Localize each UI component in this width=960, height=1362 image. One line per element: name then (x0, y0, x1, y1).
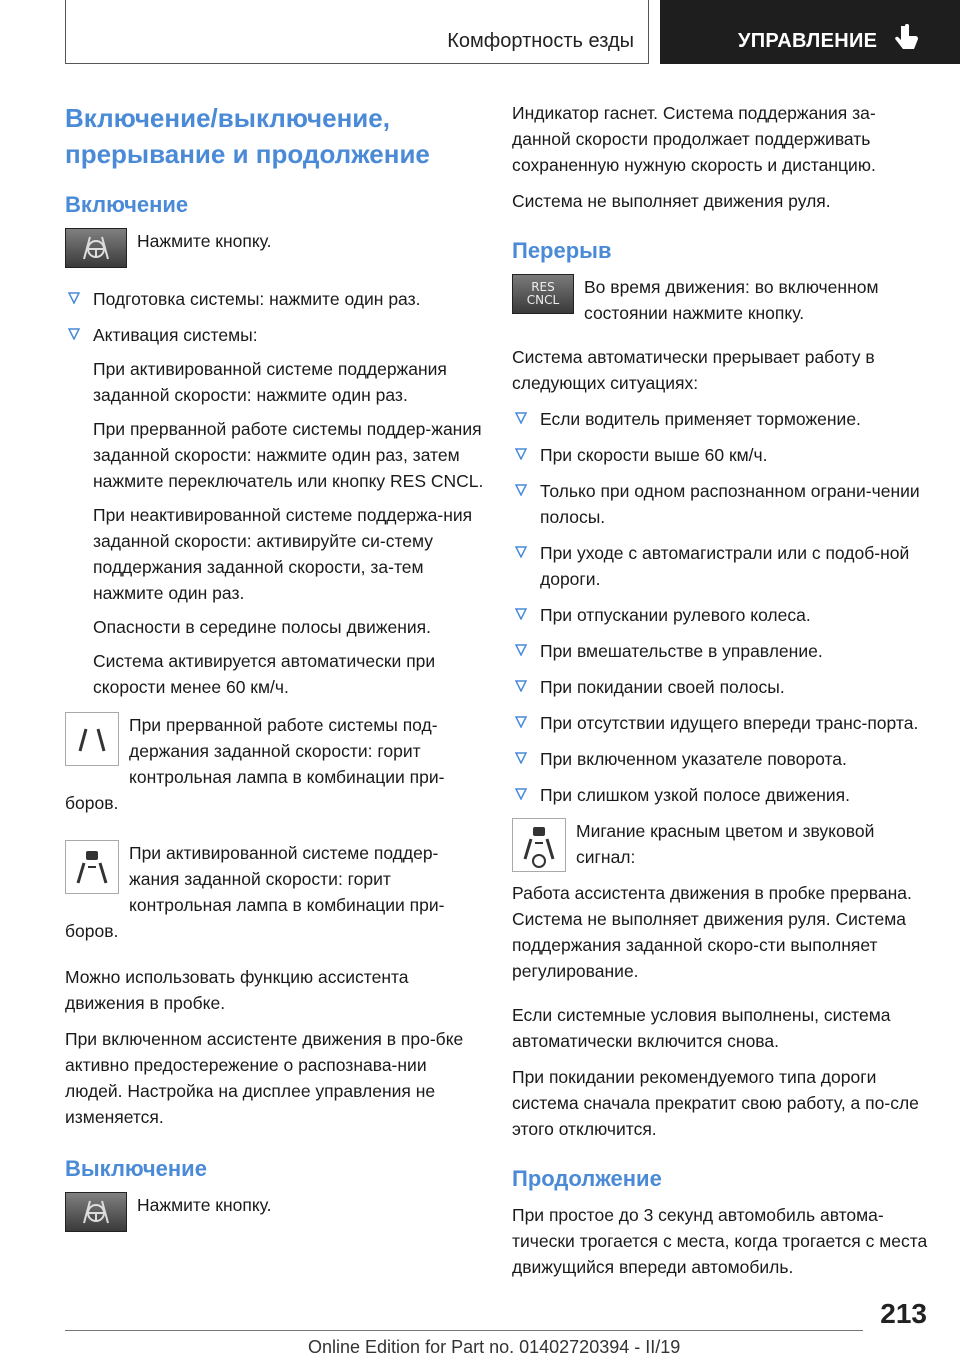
lane-markings-lamp-icon (65, 712, 119, 766)
list-item: При отпускании рулевого колеса. (512, 602, 932, 628)
section-heading-off: Выключение (65, 1156, 207, 1181)
lamp2-block (65, 840, 485, 954)
paragraph: Система не выполняет движения руля. (512, 191, 831, 211)
header-section-box (65, 0, 649, 64)
activation-para: При прерванной работе системы поддер-жания заданной скорости: нажмите один раз, затем нажмите переключатель или кнопку RES CNCL. (93, 419, 484, 491)
list-item: Подготовка системы: нажмите один раз. (65, 286, 485, 312)
triangle-bullet-icon (515, 716, 527, 728)
triangle-bullet-icon (515, 608, 527, 620)
paragraph: Если системные условия выполнены, система автоматически включится снова. (512, 1005, 891, 1051)
triangle-bullet-icon (515, 546, 527, 558)
list-item: При отсутствии идущего впереди транс-порта. (512, 710, 932, 736)
resume-text: При простое до 3 секунд автомобиль автома-тически трогается с места, когда трогается с места движущийся впереди автомобиль. (512, 1205, 928, 1277)
header-chapter-box (660, 0, 960, 64)
lamp2-text: При активированной системе поддер-жания заданной скорости: горит контрольная лампа в комбинации при-боров. (65, 843, 445, 941)
right-column (512, 100, 932, 1290)
list-item: При покидании своей полосы. (512, 674, 932, 700)
list-item: При уходе с автомагистрали или с подоб-ной дороги. (512, 540, 932, 592)
on-list (65, 286, 485, 348)
activation-para: При неактивированной системе поддержа-ния заданной скорости: активируйте си-стему поддержания заданной скорости, за-тем нажмите один раз. (93, 505, 473, 603)
on-button-row (65, 228, 485, 268)
paragraph: Индикатор гаснет. Система поддержания за-данной скорости продолжает поддерживать сохраненную нужную скорость и дистанцию. (512, 103, 876, 175)
red-warning-text-1: Мигание красным цветом и звуковой сигнал: (576, 821, 875, 867)
left-column (65, 100, 485, 1240)
header-section-title: Комфортность езды (447, 30, 634, 52)
traffic-assist-button-icon (65, 228, 127, 268)
list-item: При скорости выше 60 км/ч. (512, 442, 932, 468)
page-number: 213 (880, 1298, 927, 1329)
triangle-bullet-icon (68, 328, 80, 340)
paragraph: Можно использовать функцию ассистента движения в пробке. (65, 967, 409, 1013)
triangle-bullet-icon (515, 412, 527, 424)
triangle-bullet-icon (515, 644, 527, 656)
list-item: Активация системы: (65, 322, 485, 348)
activation-details (65, 356, 485, 700)
car-lane-warning-lamp-icon (512, 818, 566, 872)
triangle-bullet-icon (68, 292, 80, 304)
activation-para: При активированной системе поддержания заданной скорости: нажмите один раз. (93, 359, 447, 405)
header-chapter-title: УПРАВЛЕНИЕ (738, 30, 878, 52)
section-heading-pause: Перерыв (512, 238, 612, 263)
triangle-bullet-icon (515, 752, 527, 764)
pause-list (512, 406, 932, 808)
paragraph: При покидании рекомендуемого типа дороги система сначала прекратит свою работу, а по-сле этого отключится. (512, 1067, 919, 1139)
triangle-bullet-icon (515, 788, 527, 800)
activation-para: Опасности в середине полосы движения. (93, 617, 431, 637)
footer-edition: Online Edition for Part no. 01402720394 - II/19 (308, 1337, 681, 1357)
hand-pointer-icon (895, 24, 921, 54)
triangle-bullet-icon (515, 448, 527, 460)
section-heading-resume: Продолжение (512, 1166, 662, 1191)
car-lane-lamp-icon (65, 840, 119, 894)
red-warning-text-2: Работа ассистента движения в пробке прервана. Система не выполняет движения руля. Система поддержания заданной скоро-сти выполняет регулирование. (512, 883, 912, 981)
lamp1-block (65, 712, 485, 826)
pause-button-row (512, 274, 932, 326)
off-press-text: Нажмите кнопку. (137, 1195, 272, 1215)
triangle-bullet-icon (515, 680, 527, 692)
list-item: Только при одном распознанном ограни-чении полосы. (512, 478, 932, 530)
list-item: При слишком узкой полосе движения. (512, 782, 932, 808)
res-cncl-button-icon: RES CNCL (512, 274, 574, 314)
red-warning-block (512, 818, 932, 994)
pause-intro: Система автоматически прерывает работу в следующих ситуациях: (512, 347, 875, 393)
pause-text: Во время движения: во включенном состоянии нажмите кнопку. (584, 277, 879, 323)
list-item: При вмешательстве в управление. (512, 638, 932, 664)
traffic-assist-button-icon (65, 1192, 127, 1232)
list-item: При включенном указателе поворота. (512, 746, 932, 772)
on-press-text: Нажмите кнопку. (137, 231, 272, 251)
section-heading-on: Включение (65, 192, 189, 217)
off-button-row (65, 1192, 485, 1232)
activation-para: Система активируется автоматически при скорости менее 60 км/ч. (93, 651, 436, 697)
paragraph: При включенном ассистенте движения в про-бке активно предостережение о распознава-нии людей. Настройка на дисплее управления не изменяется. (65, 1029, 464, 1127)
footer-divider (65, 1330, 863, 1331)
lamp1-text: При прерванной работе системы под-держания заданной скорости: горит контрольная лампа в комбинации при-боров. (65, 715, 445, 813)
page-title: Включение/выключение, прерывание и продолжение (65, 103, 430, 169)
triangle-bullet-icon (515, 484, 527, 496)
list-item: Если водитель применяет торможение. (512, 406, 932, 432)
